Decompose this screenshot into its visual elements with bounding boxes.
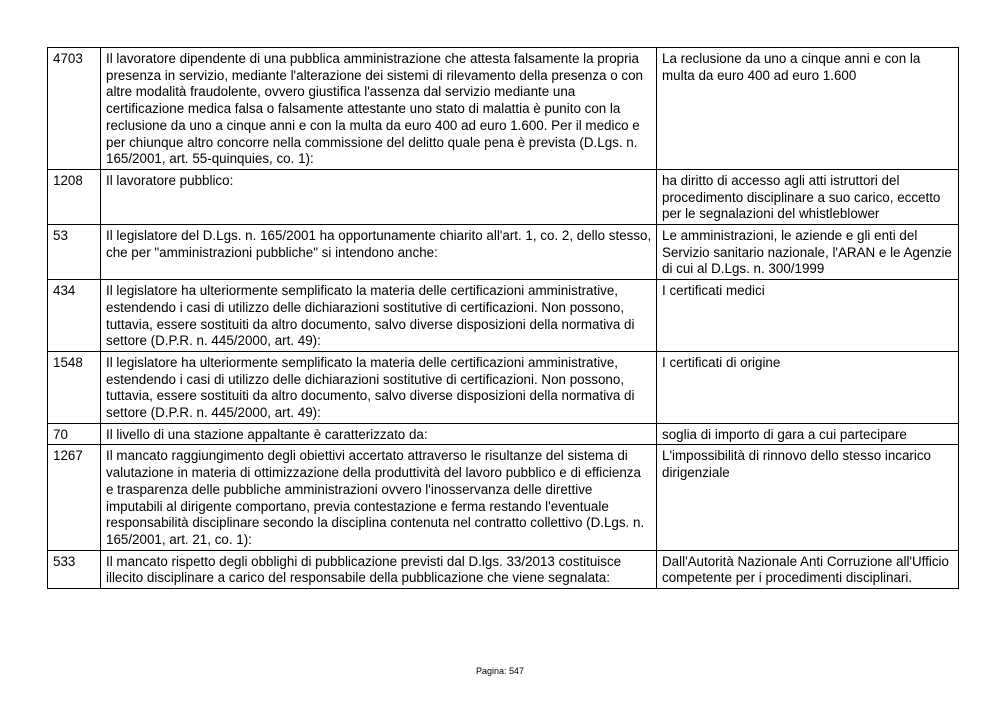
page-number: Pagina: 547 — [475, 666, 525, 676]
answer-text-cell: soglia di importo di gara a cui partecipare — [657, 423, 959, 445]
question-id-cell: 1548 — [48, 351, 101, 423]
question-text-cell: Il lavoratore dipendente di una pubblica amministrazione che attesta falsamente la propria presenza in servizio, mediante l'alterazione dei sistemi di rilevamento della presenza o con altre modalità fraudolente, ovvero giustifica l'assenza dal servizio mediante una certificazione medica falsa o falsamente attestante uno stato di malattia è punito con la reclusione da uno a cinque anni e con la multa da euro 400 ad euro 1.600. Per il medico e per chiunque altro concorre nella commissione del delitto quale pena è prevista (D.Lgs. n. 165/2001, art. 55-quinquies, co. 1): — [101, 48, 657, 170]
question-id-cell: 1267 — [48, 445, 101, 550]
table-row — [48, 445, 959, 550]
question-id-cell: 434 — [48, 280, 101, 352]
table-row — [48, 423, 959, 445]
question-text-cell: Il livello di una stazione appaltante è caratterizzato da: — [101, 423, 657, 445]
questions-table — [47, 47, 959, 589]
answer-text-cell: I certificati di origine — [657, 351, 959, 423]
question-text-cell: Il legislatore ha ulteriormente semplificato la materia delle certificazioni amministrative, estendendo i casi di utilizzo delle dichiarazioni sostitutive di certificazioni. Non possono, tuttavia, essere sostituiti da altro documento, salvo diverse disposizioni della normativa di settore (D.P.R. n. 445/2000, art. 49): — [101, 280, 657, 352]
question-text-cell: Il legislatore ha ulteriormente semplificato la materia delle certificazioni amministrative, estendendo i casi di utilizzo delle dichiarazioni sostitutive di certificazioni. Non possono, tuttavia, essere sostituiti da altro documento, salvo diverse disposizioni della normativa di settore (D.P.R. n. 445/2000, art. 49): — [101, 351, 657, 423]
question-id-cell: 1208 — [48, 169, 101, 224]
questions-table-body — [48, 48, 959, 589]
page-footer — [0, 666, 1000, 676]
table-row — [48, 48, 959, 170]
question-text-cell: Il mancato rispetto degli obblighi di pubblicazione previsti dal D.lgs. 33/2013 costituisce illecito disciplinare a carico del responsabile della pubblicazione che viene segnalata: — [101, 550, 657, 588]
answer-text-cell: Le amministrazioni, le aziende e gli enti del Servizio sanitario nazionale, l'ARAN e le Agenzie di cui al D.Lgs. n. 300/1999 — [657, 225, 959, 280]
question-text-cell: Il mancato raggiungimento degli obiettivi accertato attraverso le risultanze del sistema di valutazione in materia di ottimizzazione della produttività del lavoro pubblico e di efficienza e trasparenza delle pubbliche amministrazioni ovvero l'inosservanza delle direttive imputabili al dirigente comportano, previa contestazione e ferma restando l'eventuale responsabilità disciplinare secondo la disciplina contenuta nel contratto collettivo (D.Lgs. n. 165/2001, art. 21, co. 1): — [101, 445, 657, 550]
table-row — [48, 351, 959, 423]
table-row — [48, 225, 959, 280]
answer-text-cell: I certificati medici — [657, 280, 959, 352]
table-row — [48, 280, 959, 352]
table-row — [48, 550, 959, 588]
question-id-cell: 4703 — [48, 48, 101, 170]
table-row — [48, 169, 959, 224]
question-id-cell: 533 — [48, 550, 101, 588]
answer-text-cell: L'impossibilità di rinnovo dello stesso incarico dirigenziale — [657, 445, 959, 550]
answer-text-cell: Dall'Autorità Nazionale Anti Corruzione all'Ufficio competente per i procedimenti disciplinari. — [657, 550, 959, 588]
question-text-cell: Il legislatore del D.Lgs. n. 165/2001 ha opportunamente chiarito all'art. 1, co. 2, dello stesso, che per "amministrazioni pubbliche" si intendono anche: — [101, 225, 657, 280]
answer-text-cell: ha diritto di accesso agli atti istruttori del procedimento disciplinare a suo carico, eccetto per le segnalazioni del whistleblower — [657, 169, 959, 224]
question-text-cell: Il lavoratore pubblico: — [101, 169, 657, 224]
question-id-cell: 70 — [48, 423, 101, 445]
question-id-cell: 53 — [48, 225, 101, 280]
answer-text-cell: La reclusione da uno a cinque anni e con la multa da euro 400 ad euro 1.600 — [657, 48, 959, 170]
